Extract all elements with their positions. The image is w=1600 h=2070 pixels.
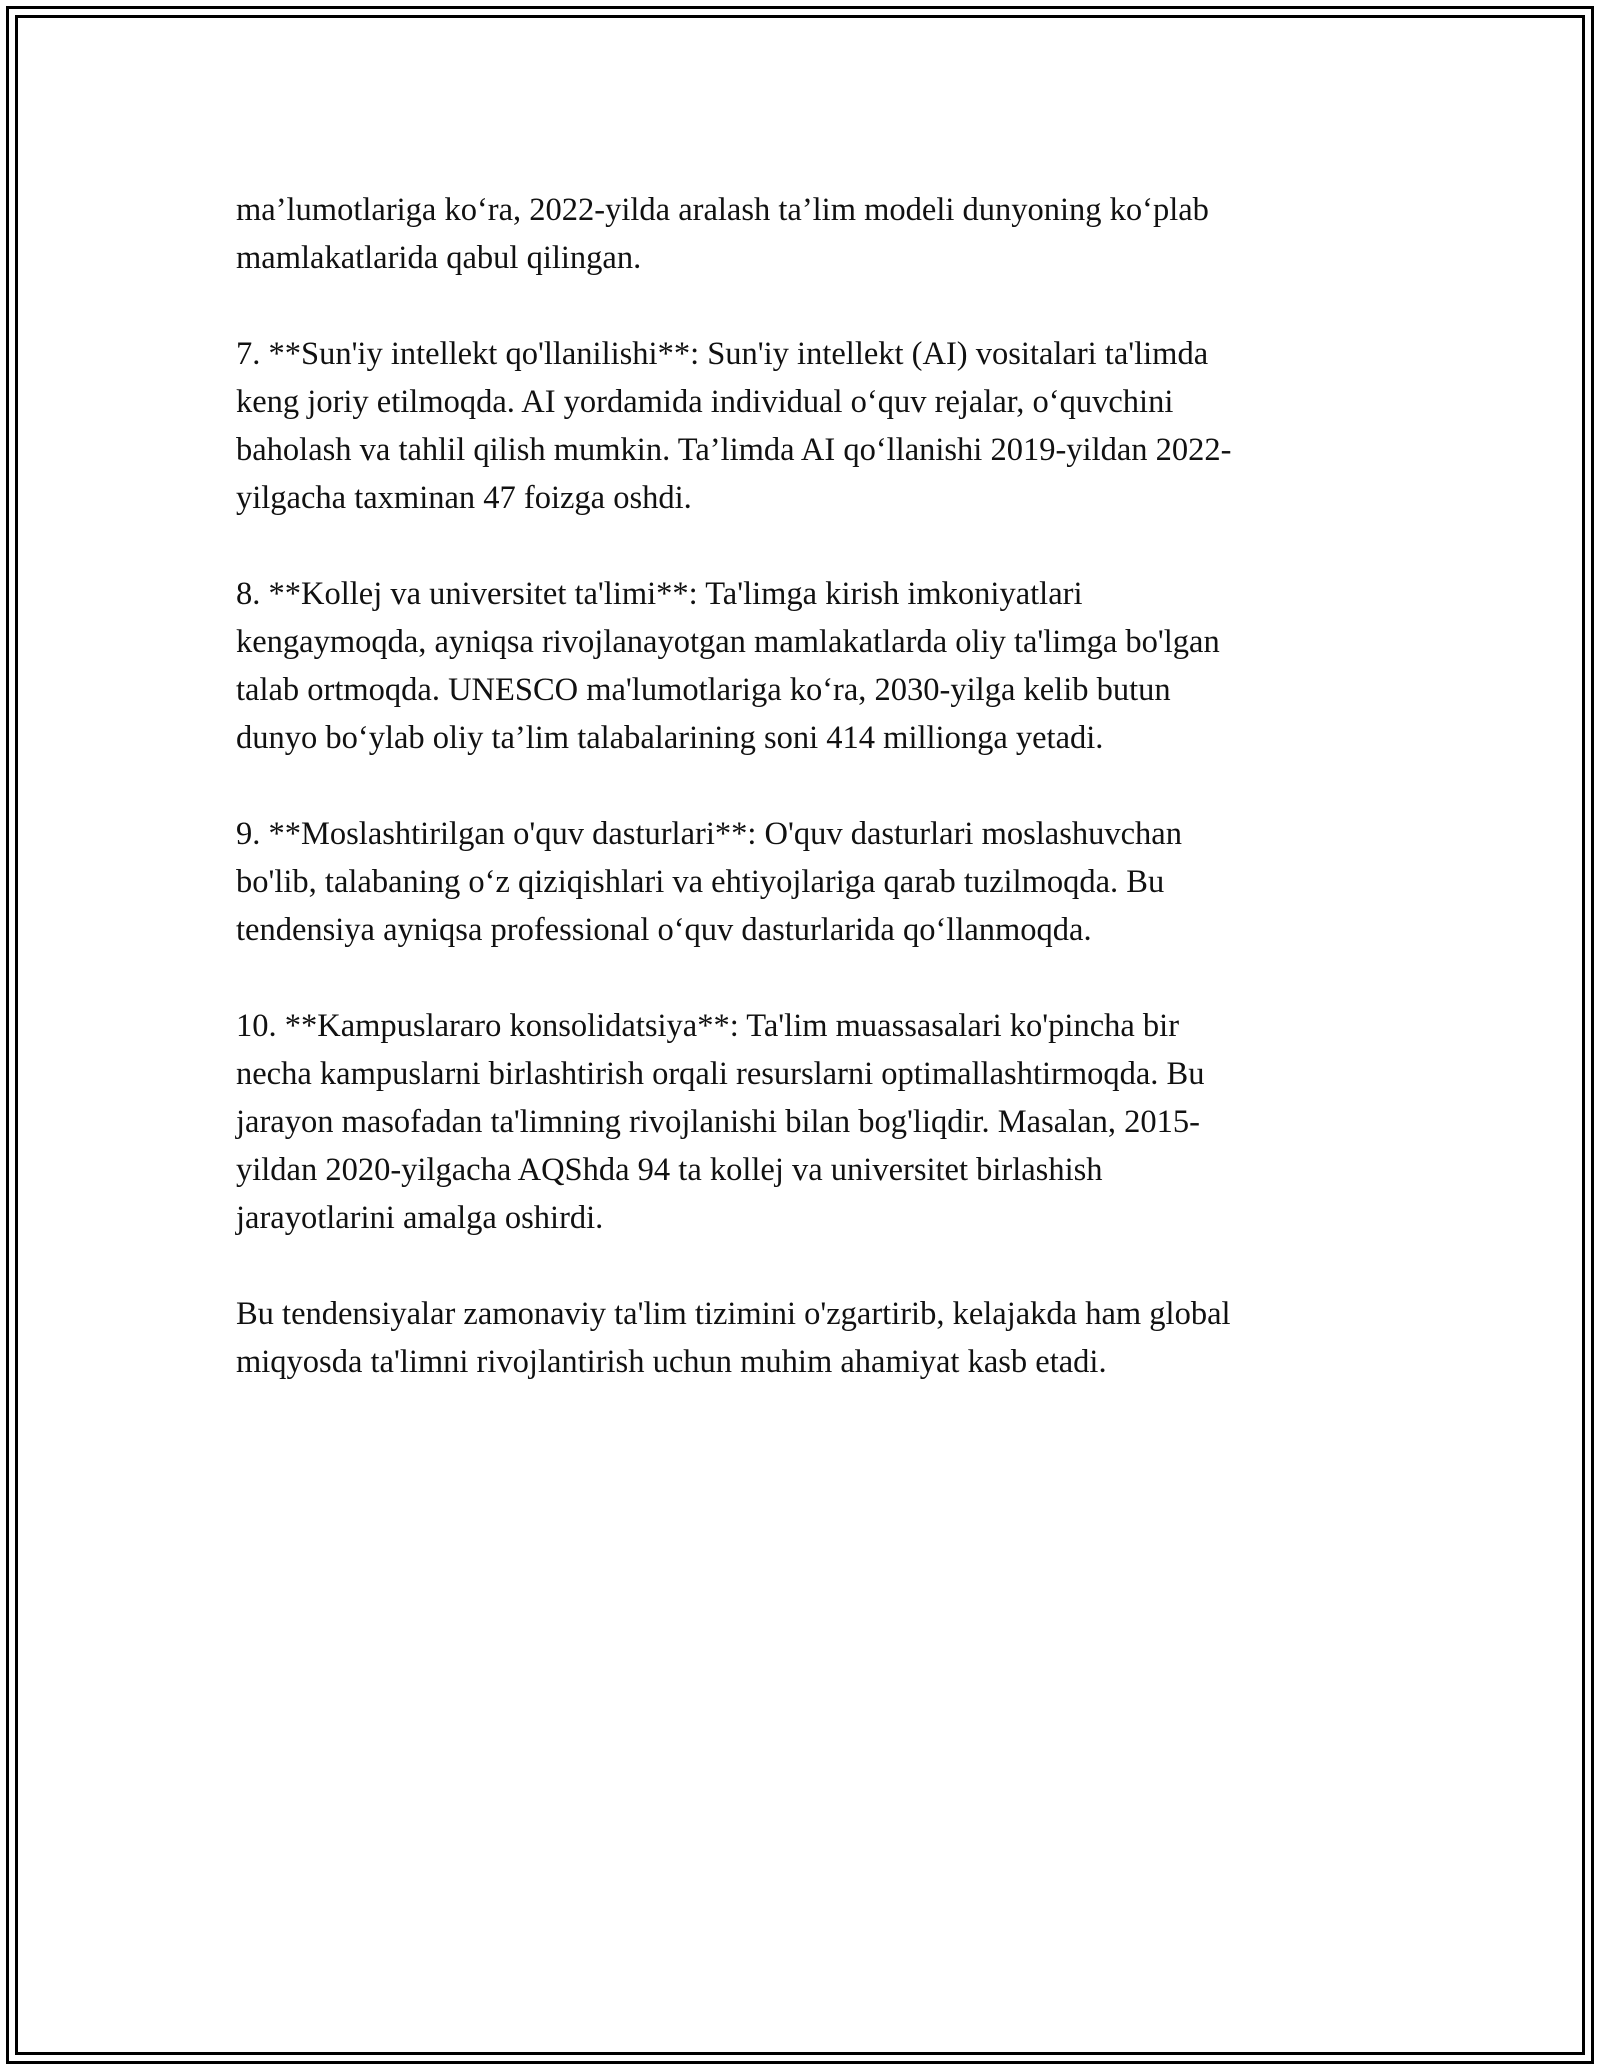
paragraph-conclusion: Bu tendensiyalar zamonaviy ta'lim tizimini o'zgartirib, kelajakda ham global miqyosda ta'limni rivojlantirish uchun muhim ahamiyat kasb etadi. bbox=[236, 1296, 1231, 1380]
paragraph-item-9: 9. **Moslashtirilgan o'quv dasturlari**: O'quv dasturlari moslashuvchan bo'lib, talabaning o‘z qiziqishlari va ehtiyojlariga qarab tuzilmoqda. Bu tendensiya ayniqsa professional o‘quv dasturlarida qo‘llanmoqda. bbox=[236, 816, 1182, 948]
document-body bbox=[236, 186, 1396, 1434]
paragraph-item-8: 8. **Kollej va universitet ta'limi**: Ta'limga kirish imkoniyatlari kengaymoqda, ayniqsa rivojlanayotgan mamlakatlarda oliy ta'limga bo'lgan talab ortmoqda. UNESCO ma'lumotlariga ko‘ra, 2030-yilga kelib butun dunyo bo‘ylab oliy ta’lim talabalarining soni 414 millionga yetadi. bbox=[236, 576, 1220, 756]
paragraph-item-10: 10. **Kampuslararo konsolidatsiya**: Ta'lim muassasalari ko'pincha bir necha kampuslarni birlashtirish orqali resurslarni optimallashtirmoqda. Bu jarayon masofadan ta'limning rivojlanishi bilan bog'liqdir. Masalan, 2015- yildan 2020-yilgacha AQShda 94 ta kollej va universitet birlashish jarayotlarini amalga oshirdi. bbox=[236, 1008, 1205, 1236]
paragraph-item-7: 7. **Sun'iy intellekt qo'llanilishi**: Sun'iy intellekt (AI) vositalari ta'limda keng joriy etilmoqda. AI yordamida individual o‘quv rejalar, o‘quvchini baholash va tahlil qilish mumkin. Ta’limda AI qo‘llanishi 2019-yildan 2022- yilgacha taxminan 47 foizga oshdi. bbox=[236, 336, 1232, 516]
paragraph-continuation: ma’lumotlariga ko‘ra, 2022-yilda aralash ta’lim modeli dunyoning ko‘plab mamlakatlarida qabul qilingan. bbox=[236, 192, 1209, 276]
